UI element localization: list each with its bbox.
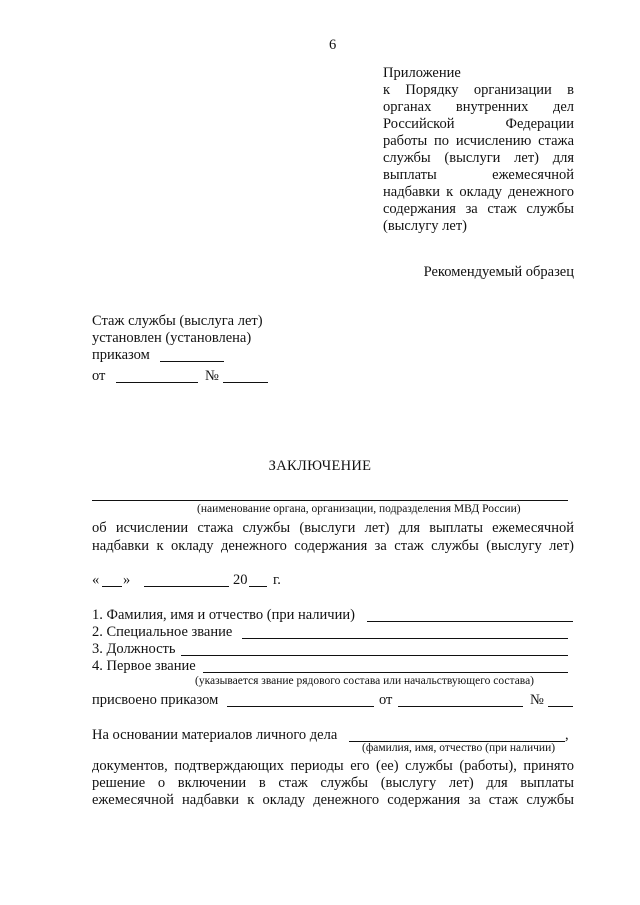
appendix-line: содержания за стаж службы bbox=[383, 201, 574, 217]
assigned-order-blank[interactable] bbox=[227, 706, 374, 707]
field-special-rank-blank[interactable] bbox=[242, 638, 568, 639]
basis-text-line: ежемесячной надбавки к окладу денежного содержания за стаж службы bbox=[92, 792, 574, 808]
appendix-line: к Порядку организации в bbox=[383, 82, 574, 98]
stamp-line-1: Стаж службы (выслуга лет) bbox=[92, 313, 263, 329]
date-year-suffix: г. bbox=[273, 572, 281, 588]
appendix-line: выплаты ежемесячной bbox=[383, 167, 574, 183]
stamp-number-label: № bbox=[205, 368, 219, 384]
assigned-from-label: от bbox=[379, 692, 393, 708]
appendix-line: службы (выслуги лет) для bbox=[383, 150, 574, 166]
field-position-blank[interactable] bbox=[181, 655, 568, 656]
basis-text-line: решение о включении в стаж службы (выслугу лет) для выплаты bbox=[92, 775, 574, 791]
purpose-line: об исчислении стажа службы (выслуги лет) для выплаты ежемесячной bbox=[92, 520, 574, 536]
stamp-from-label: от bbox=[92, 368, 106, 384]
page-number: 6 bbox=[329, 37, 337, 53]
basis-caption: (фамилия, имя, отчество (при наличии) bbox=[362, 742, 556, 754]
basis-label: На основании материалов личного дела bbox=[92, 727, 338, 743]
appendix-line: органах внутренних дел bbox=[383, 99, 574, 115]
field-full-name-blank[interactable] bbox=[367, 621, 573, 622]
field-full-name-label: 1. Фамилия, имя и отчество (при наличии) bbox=[92, 607, 355, 623]
appendix-line: работы по исчислению стажа bbox=[383, 133, 574, 149]
date-open-quote: « bbox=[92, 572, 100, 588]
recommended-sample-label: Рекомендуемый образец bbox=[423, 264, 574, 280]
document-heading: ЗАКЛЮЧЕНИЕ bbox=[268, 458, 372, 474]
basis-comma: , bbox=[565, 727, 569, 743]
field-special-rank-label: 2. Специальное звание bbox=[92, 624, 233, 640]
stamp-number-blank[interactable] bbox=[223, 382, 268, 383]
stamp-line-2: установлен (установлена) bbox=[92, 330, 252, 346]
field-first-rank-label: 4. Первое звание bbox=[92, 658, 196, 674]
stamp-order-label: приказом bbox=[92, 347, 150, 363]
assigned-number-label: № bbox=[530, 692, 544, 708]
rank-caption: (указывается звание рядового состава или начальствующего состава) bbox=[195, 675, 535, 687]
purpose-line: надбавки к окладу денежного содержания за стаж службы (выслугу лет) bbox=[92, 538, 574, 554]
organization-blank[interactable] bbox=[92, 500, 568, 501]
field-first-rank-blank[interactable] bbox=[203, 672, 568, 673]
assigned-number-blank[interactable] bbox=[548, 706, 573, 707]
date-day-blank[interactable] bbox=[102, 586, 122, 587]
field-position-label: 3. Должность bbox=[92, 641, 176, 657]
assigned-date-blank[interactable] bbox=[398, 706, 523, 707]
stamp-date-blank[interactable] bbox=[116, 382, 198, 383]
basis-text-line: документов, подтверждающих периоды его (ее) службы (работы), принято bbox=[92, 758, 574, 774]
appendix-line: надбавки к окладу денежного bbox=[383, 184, 574, 200]
date-close-quote: » bbox=[123, 572, 131, 588]
assigned-order-label: присвоено приказом bbox=[92, 692, 219, 708]
date-month-blank[interactable] bbox=[144, 586, 229, 587]
date-year-prefix: 20 bbox=[233, 572, 248, 588]
appendix-line: Российской Федерации bbox=[383, 116, 574, 132]
appendix-title: Приложение bbox=[383, 65, 461, 81]
stamp-order-blank[interactable] bbox=[160, 361, 224, 362]
date-year-blank[interactable] bbox=[249, 586, 267, 587]
appendix-line: (выслугу лет) bbox=[383, 218, 467, 234]
organization-caption: (наименование органа, организации, подразделения МВД России) bbox=[197, 503, 521, 515]
